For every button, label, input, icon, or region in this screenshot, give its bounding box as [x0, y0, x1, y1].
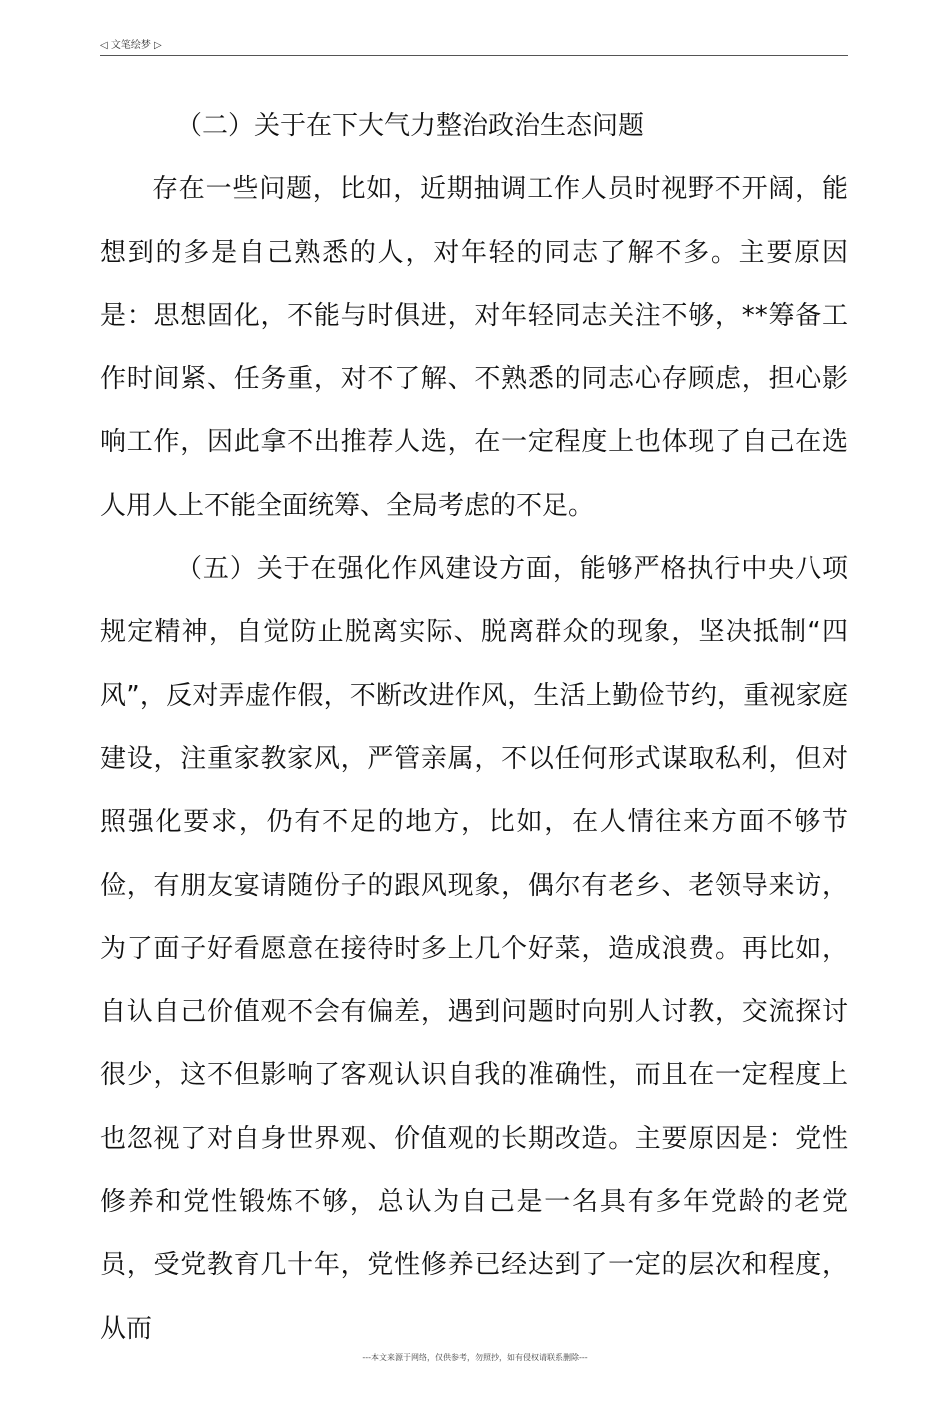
body-paragraph: 存在一些问题，比如，近期抽调工作人员时视野不开阔，能想到的多是自己熟悉的人，对年轻的同志了解不多。主要原因是：思想固化，不能与时俱进，对年轻同志关注不够，**筹备工作时间紧、任务重，对不了解、不熟悉的同志心存顾虑，担心影响工作，因此拿不出推荐人选，在一定程度上也体现了自己在选人用人上不能全面统筹、全局考虑的不足。 [100, 174, 848, 521]
document-body [100, 95, 848, 1361]
page-footer: ---本文来源于网络，仅供参考，勿照抄，如有侵权请联系删除--- [362, 1353, 588, 1362]
section-title: （二）关于在下大气力整治政治生态问题 [176, 111, 645, 141]
page-header: ◁ 文笔绘梦 ▷ [100, 40, 162, 51]
section-paragraph: （五）关于在强化作风建设方面，能够严格执行中央八项规定精神，自觉防止脱离实际、脱离群众的现象，坚决抵制“四风”，反对弄虚作假，不断改进作风，生活上勤俭节约，重视家庭建设，注重家教家风，严管亲属，不以任何形式谋取私利，但对照强化要求，仍有不足的地方，比如，在人情往来方面不够节俭，有朋友宴请随份子的跟风现象，偶尔有老乡、老领导来访，为了面子好看愿意在接待时多上几个好菜，造成浪费。再比如，自认自己价值观不会有偏差，遇到问题时向别人讨教，交流探讨很少，这不但影响了客观认识自我的准确性，而且在一定程度上也忽视了对自身世界观、价值观的长期改造。主要原因是：党性修养和党性锻炼不够，总认为自己是一名具有多年党龄的老党员，受党教育几十年，党性修养已经达到了一定的层次和程度，从而 [100, 554, 848, 1344]
header-divider [100, 55, 848, 56]
